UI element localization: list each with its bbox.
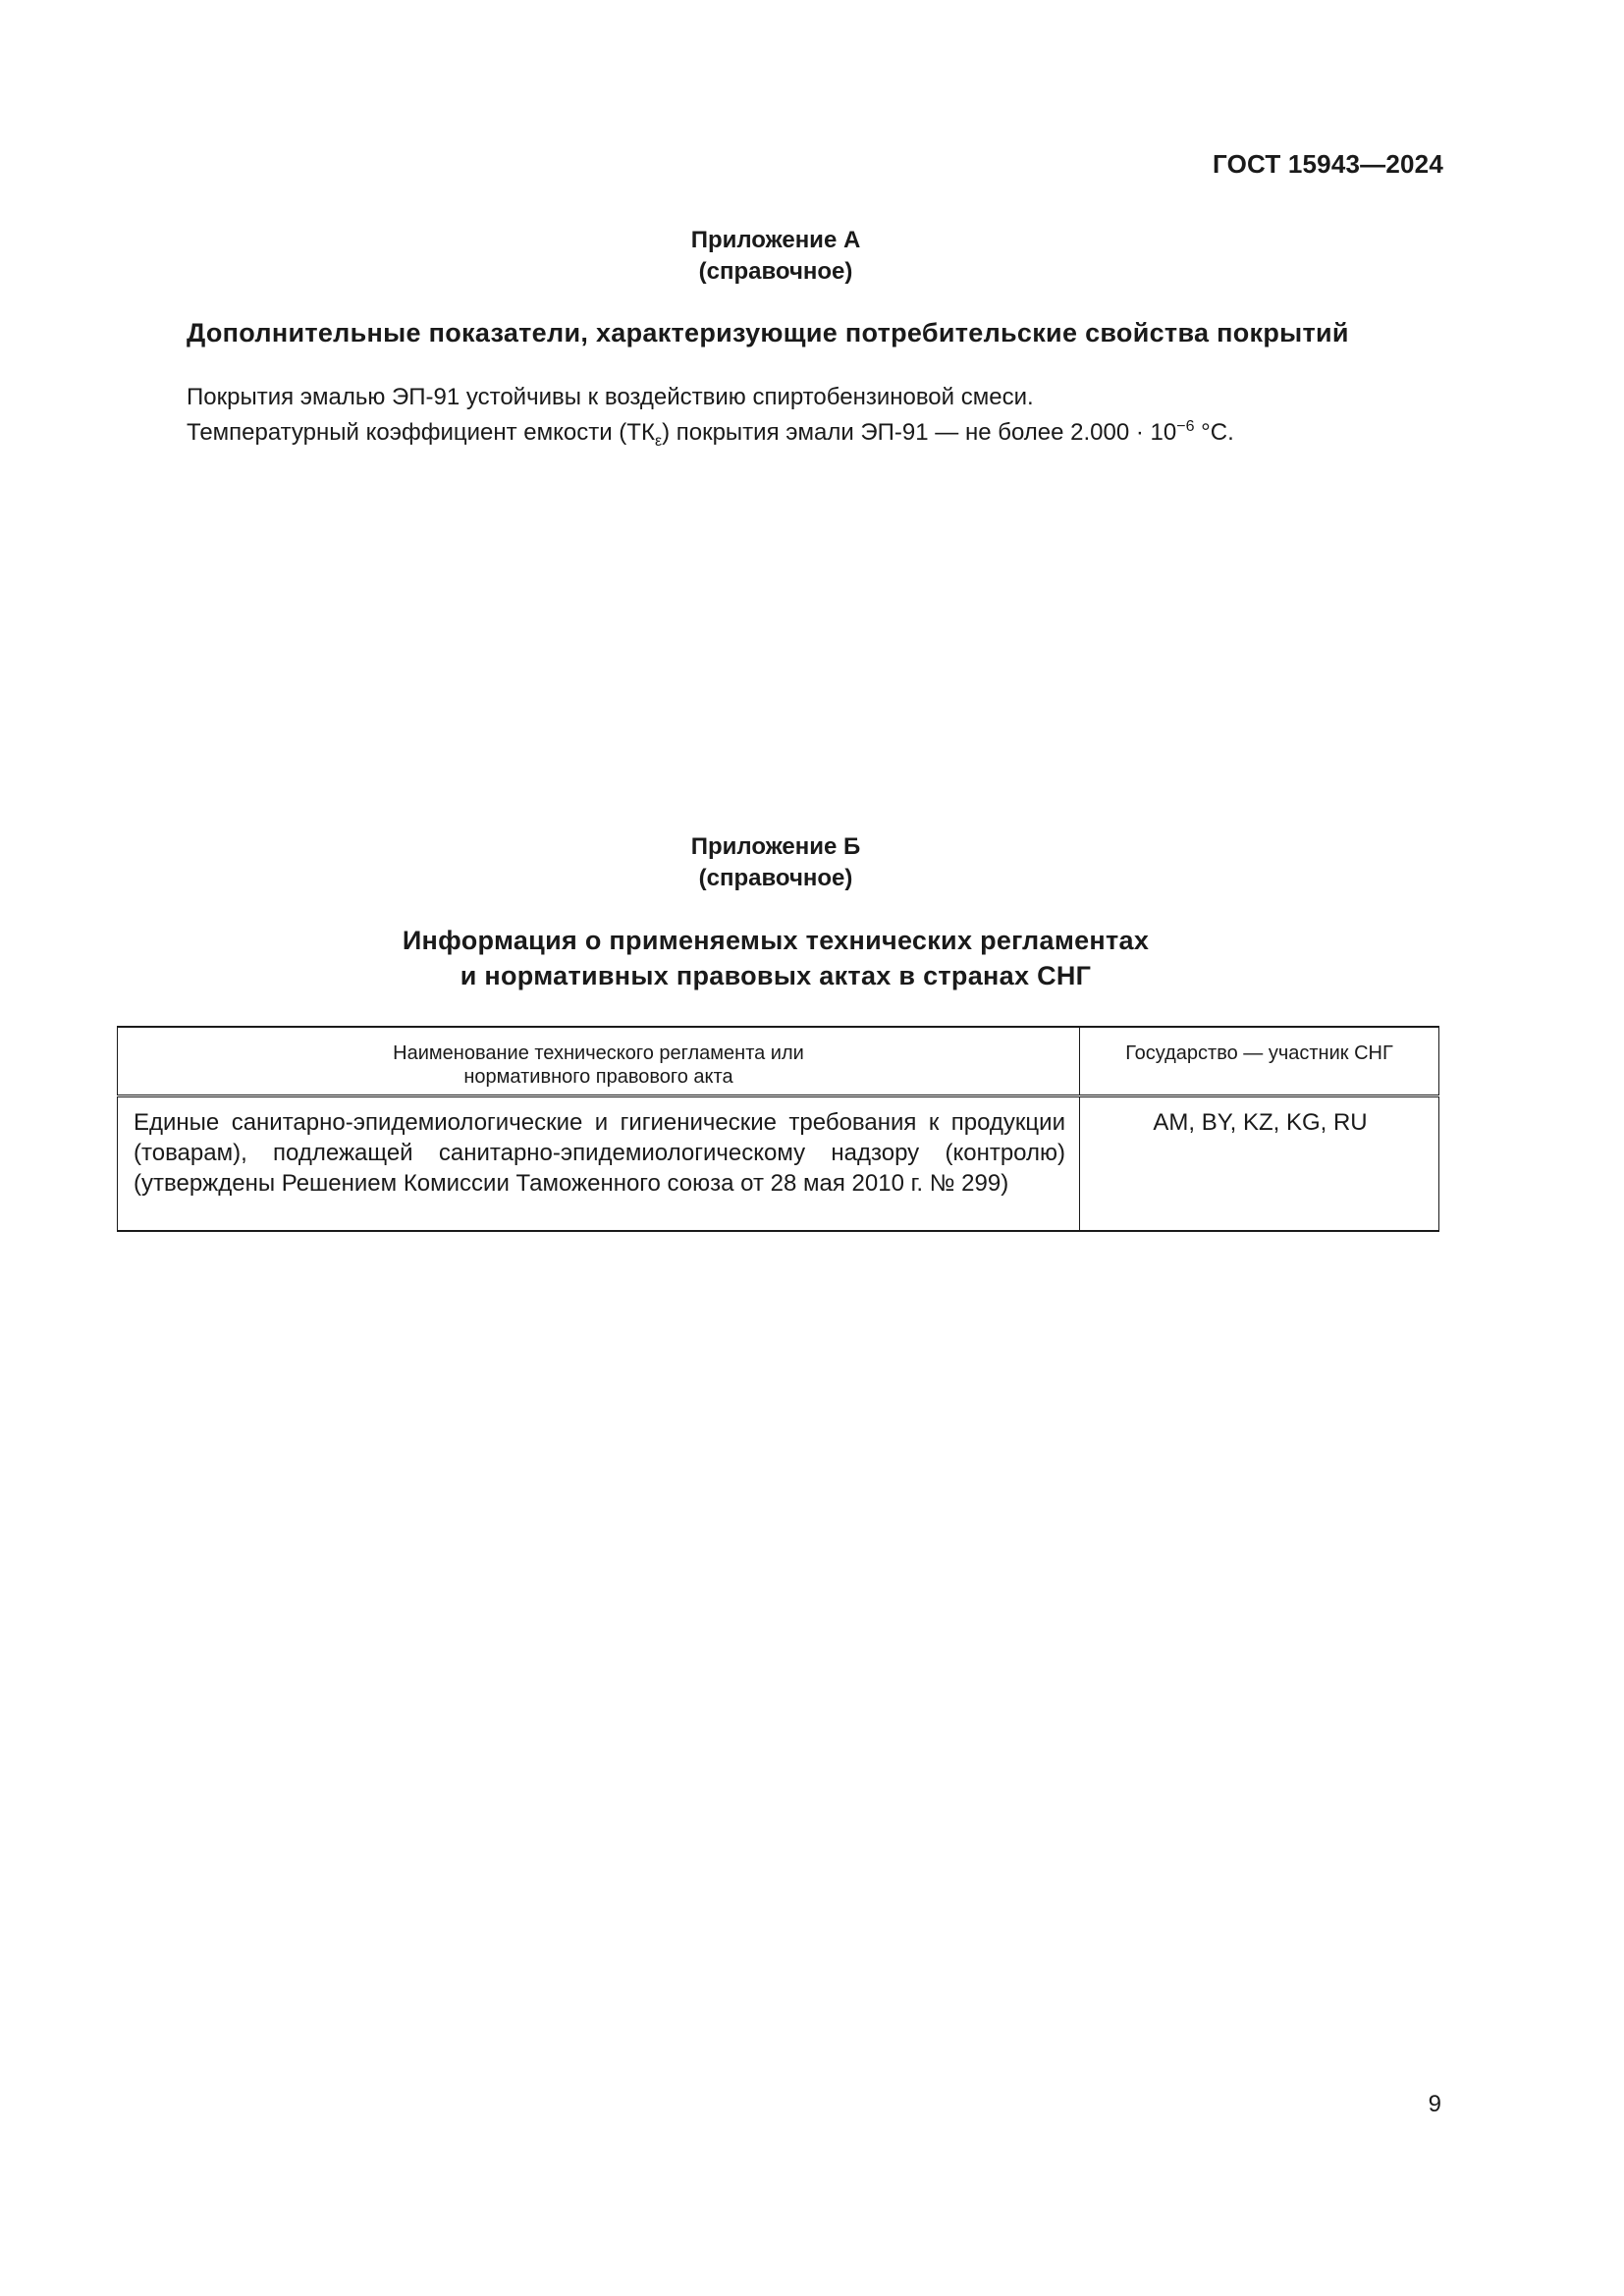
annex-b-title xyxy=(0,923,1551,993)
document-code: ГОСТ 15943—2024 xyxy=(1213,149,1443,179)
column-header-document-line-2: нормативного правового акта xyxy=(463,1066,733,1088)
annex-a-heading xyxy=(0,225,1551,288)
annex-a-label: Приложение А xyxy=(690,227,861,253)
para-2-superscript: −6 xyxy=(1176,418,1195,435)
annex-b-title-line-2: и нормативных правовых актах в странах СНГ xyxy=(460,961,1092,990)
annex-b-note: (справочное) xyxy=(698,865,853,891)
annex-a-paragraph-1: Покрытия эмалью ЭП-91 устойчивы к воздействию спиртобензиновой смеси. xyxy=(187,384,1034,410)
annex-b-label: Приложение Б xyxy=(690,833,861,860)
para-2-text-middle: ) покрытия эмали ЭП-91 — не более 2.000 · 10 xyxy=(662,419,1177,446)
para-2-subscript: ε xyxy=(654,432,663,450)
document-cell: Единые санитарно-эпидемиологические и гигиенические требования к продукции (товарам), подлежащей санитарно-эпидемиологическому надзору (контролю) (утверждены Решением Комиссии Таможенного союза от 28 мая 2010 г. № 299) xyxy=(118,1096,1080,1232)
annex-a-note: (справочное) xyxy=(698,258,853,285)
table-header-row xyxy=(118,1027,1439,1096)
country-cell: AM, BY, KZ, KG, RU xyxy=(1080,1096,1439,1232)
page-number: 9 xyxy=(1428,2091,1441,2117)
column-header-document-line-1: Наименование технического регламента или xyxy=(393,1042,804,1064)
regulations-table xyxy=(117,1026,1439,1232)
annex-b-title-line-1: Информация о применяемых технических регламентах xyxy=(402,926,1150,955)
annex-a-paragraph-2 xyxy=(187,411,1234,457)
annex-b-heading xyxy=(0,831,1551,894)
para-2-text-start: Температурный коэффициент емкости (ТК xyxy=(187,419,655,446)
annex-a-title: Дополнительные показатели, характеризующие потребительские свойства покрытий xyxy=(187,318,1349,347)
column-header-document xyxy=(118,1027,1080,1096)
table-row xyxy=(118,1096,1439,1232)
para-2-text-end: °C. xyxy=(1194,419,1234,446)
column-header-country: Государство — участник СНГ xyxy=(1080,1027,1439,1096)
